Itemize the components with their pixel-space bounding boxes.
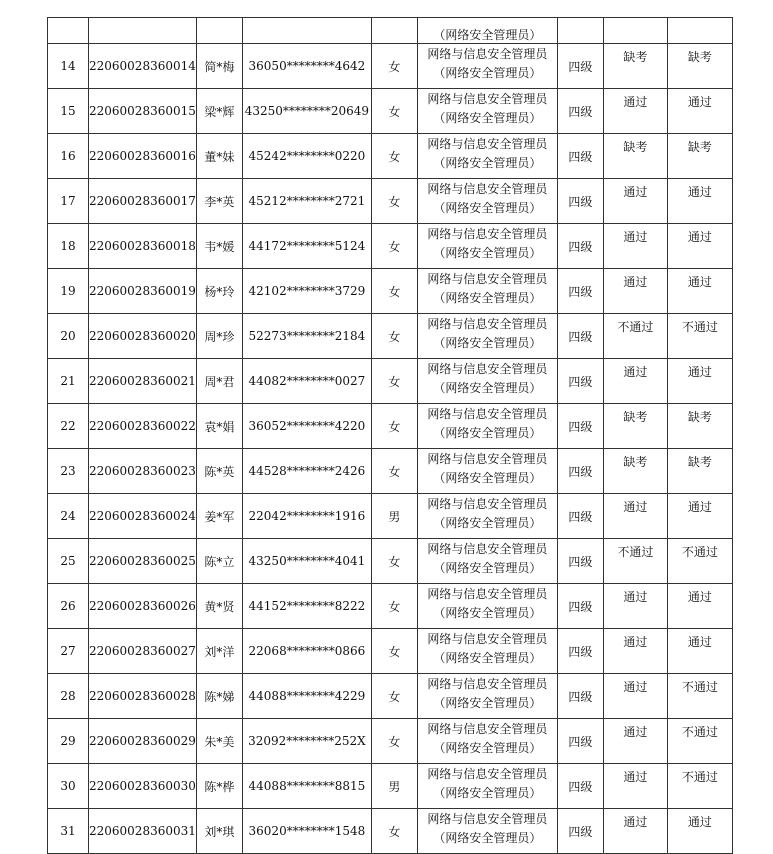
cell-ticket-number: 22060028360029 — [89, 719, 197, 764]
cell-name: 周*珍 — [196, 314, 242, 359]
cell-id-number: 44088********8815 — [242, 764, 371, 809]
table-row — [48, 449, 733, 494]
cell-ticket-number: 22060028360019 — [89, 269, 197, 314]
cell-number: 20 — [48, 314, 89, 359]
cell-skill-result: 通过 — [667, 629, 732, 674]
cell-skill-result: 通过 — [667, 89, 732, 134]
occupation-line1: 网络与信息安全管理员 — [427, 47, 548, 61]
cell-skill-result: 不通过 — [667, 764, 732, 809]
cell-gender: 女 — [371, 539, 417, 584]
cell-ticket-number: 22060028360015 — [89, 89, 197, 134]
cell-skill-result: 缺考 — [667, 44, 732, 89]
cell-number: 26 — [48, 584, 89, 629]
cell-name: 朱*美 — [196, 719, 242, 764]
cell-theory-result: 不通过 — [603, 314, 667, 359]
cell-number: 25 — [48, 539, 89, 584]
cell-id-number: 44082********0027 — [242, 359, 371, 404]
cell-id-number: 45242********0220 — [242, 134, 371, 179]
cell-empty — [667, 18, 732, 44]
occupation-line1: 网络与信息安全管理员 — [427, 362, 548, 376]
cell-theory-result: 通过 — [603, 674, 667, 719]
cell-name: 刘*琪 — [196, 809, 242, 854]
occupation-line2: （网络安全管理员） — [433, 111, 542, 125]
cell-level: 四级 — [557, 89, 603, 134]
cell-name: 袁*娟 — [196, 404, 242, 449]
occupation-line2: （网络安全管理员） — [433, 471, 542, 485]
occupation-line1: 网络与信息安全管理员 — [427, 452, 548, 466]
occupation-line1: 网络与信息安全管理员 — [427, 137, 548, 151]
cell-id-number: 44088********4229 — [242, 674, 371, 719]
cell-gender: 女 — [371, 674, 417, 719]
cell-ticket-number: 22060028360023 — [89, 449, 197, 494]
occupation-line1: 网络与信息安全管理员 — [427, 407, 548, 421]
cell-skill-result: 通过 — [667, 269, 732, 314]
occupation-line2: （网络安全管理员） — [433, 651, 542, 665]
cell-ticket-number: 22060028360017 — [89, 179, 197, 224]
cell-theory-result: 通过 — [603, 89, 667, 134]
cell-level: 四级 — [557, 584, 603, 629]
cell-number: 16 — [48, 134, 89, 179]
table-body — [48, 18, 733, 854]
cell-gender: 女 — [371, 629, 417, 674]
cell-name: 陈*桦 — [196, 764, 242, 809]
cell-ticket-number: 22060028360026 — [89, 584, 197, 629]
cell-skill-result: 缺考 — [667, 404, 732, 449]
cell-gender: 女 — [371, 314, 417, 359]
cell-id-number: 43250********4041 — [242, 539, 371, 584]
cell-number: 31 — [48, 809, 89, 854]
cell-skill-result: 通过 — [667, 179, 732, 224]
cell-skill-result: 缺考 — [667, 134, 732, 179]
cell-ticket-number: 22060028360031 — [89, 809, 197, 854]
occupation-line1: 网络与信息安全管理员 — [427, 272, 548, 286]
cell-gender: 女 — [371, 719, 417, 764]
cell-number: 17 — [48, 179, 89, 224]
exam-results-table — [47, 17, 733, 854]
cell-id-number: 44528********2426 — [242, 449, 371, 494]
cell-id-number: 45212********2721 — [242, 179, 371, 224]
cell-number: 14 — [48, 44, 89, 89]
cell-number: 24 — [48, 494, 89, 539]
cell-level: 四级 — [557, 539, 603, 584]
cell-number: 19 — [48, 269, 89, 314]
cell-gender: 女 — [371, 404, 417, 449]
cell-occupation — [417, 764, 557, 809]
cell-skill-result: 不通过 — [667, 719, 732, 764]
cell-empty — [557, 18, 603, 44]
cell-level: 四级 — [557, 674, 603, 719]
cell-gender: 女 — [371, 89, 417, 134]
cell-theory-result: 通过 — [603, 629, 667, 674]
cell-empty — [371, 18, 417, 44]
cell-level: 四级 — [557, 764, 603, 809]
cell-theory-result: 通过 — [603, 584, 667, 629]
cell-number: 23 — [48, 449, 89, 494]
table-row — [48, 179, 733, 224]
cell-level: 四级 — [557, 449, 603, 494]
cell-theory-result: 通过 — [603, 764, 667, 809]
cell-occupation — [417, 269, 557, 314]
cell-name: 陈*立 — [196, 539, 242, 584]
cell-skill-result: 不通过 — [667, 314, 732, 359]
occupation-line1: 网络与信息安全管理员 — [427, 227, 548, 241]
cell-skill-result: 缺考 — [667, 449, 732, 494]
cell-gender: 女 — [371, 134, 417, 179]
occupation-line1: 网络与信息安全管理员 — [427, 497, 548, 511]
occupation-line2: （网络安全管理员） — [433, 291, 542, 305]
cell-ticket-number: 22060028360016 — [89, 134, 197, 179]
table-row — [48, 89, 733, 134]
cell-gender: 女 — [371, 179, 417, 224]
table-row — [48, 674, 733, 719]
cell-id-number: 52273********2184 — [242, 314, 371, 359]
table-row — [48, 359, 733, 404]
cell-theory-result: 通过 — [603, 269, 667, 314]
cell-number: 22 — [48, 404, 89, 449]
cell-level: 四级 — [557, 269, 603, 314]
occupation-line2: （网络安全管理员） — [433, 336, 542, 350]
cell-name: 黄*贤 — [196, 584, 242, 629]
cell-theory-result: 缺考 — [603, 449, 667, 494]
cell-name: 刘*洋 — [196, 629, 242, 674]
occupation-line1: 网络与信息安全管理员 — [427, 92, 548, 106]
cell-occupation — [417, 809, 557, 854]
cell-ticket-number: 22060028360030 — [89, 764, 197, 809]
cell-gender: 女 — [371, 809, 417, 854]
cell-gender: 女 — [371, 449, 417, 494]
cell-occupation-continued: （网络安全管理员） — [417, 18, 557, 44]
table-row — [48, 584, 733, 629]
cell-occupation — [417, 584, 557, 629]
cell-occupation — [417, 494, 557, 539]
occupation-line2: （网络安全管理员） — [433, 246, 542, 260]
cell-number: 29 — [48, 719, 89, 764]
cell-ticket-number: 22060028360027 — [89, 629, 197, 674]
occupation-line1: 网络与信息安全管理员 — [427, 812, 548, 826]
occupation-line1: 网络与信息安全管理员 — [427, 722, 548, 736]
table-row — [48, 719, 733, 764]
cell-name: 周*君 — [196, 359, 242, 404]
cell-occupation — [417, 404, 557, 449]
cell-theory-result: 通过 — [603, 494, 667, 539]
cell-ticket-number: 22060028360018 — [89, 224, 197, 269]
cell-gender: 男 — [371, 494, 417, 539]
occupation-line2: （网络安全管理员） — [433, 66, 542, 80]
cell-level: 四级 — [557, 134, 603, 179]
cell-level: 四级 — [557, 809, 603, 854]
cell-id-number: 42102********3729 — [242, 269, 371, 314]
cell-empty — [89, 18, 197, 44]
cell-id-number: 44152********8222 — [242, 584, 371, 629]
cell-gender: 女 — [371, 44, 417, 89]
occupation-line1: 网络与信息安全管理员 — [427, 767, 548, 781]
cell-theory-result: 缺考 — [603, 404, 667, 449]
cell-id-number: 32092********252X — [242, 719, 371, 764]
cell-ticket-number: 22060028360025 — [89, 539, 197, 584]
cell-id-number: 43250********20649 — [242, 89, 371, 134]
cell-number: 30 — [48, 764, 89, 809]
cell-name: 董*妹 — [196, 134, 242, 179]
cell-gender: 女 — [371, 224, 417, 269]
cell-number: 18 — [48, 224, 89, 269]
cell-skill-result: 通过 — [667, 494, 732, 539]
cell-level: 四级 — [557, 44, 603, 89]
cell-theory-result: 通过 — [603, 719, 667, 764]
cell-number: 28 — [48, 674, 89, 719]
cell-name: 韦*媛 — [196, 224, 242, 269]
occupation-line1: 网络与信息安全管理员 — [427, 632, 548, 646]
occupation-line2: （网络安全管理员） — [433, 201, 542, 215]
cell-ticket-number: 22060028360021 — [89, 359, 197, 404]
cell-level: 四级 — [557, 404, 603, 449]
cell-occupation — [417, 314, 557, 359]
cell-level: 四级 — [557, 179, 603, 224]
cell-number: 21 — [48, 359, 89, 404]
cell-id-number: 36052********4220 — [242, 404, 371, 449]
table-row — [48, 314, 733, 359]
cell-theory-result: 通过 — [603, 179, 667, 224]
cell-occupation — [417, 359, 557, 404]
cell-name: 李*英 — [196, 179, 242, 224]
cell-level: 四级 — [557, 494, 603, 539]
cell-skill-result: 通过 — [667, 584, 732, 629]
cell-occupation — [417, 134, 557, 179]
cell-number: 27 — [48, 629, 89, 674]
cell-level: 四级 — [557, 359, 603, 404]
occupation-line1: 网络与信息安全管理员 — [427, 317, 548, 331]
table-row — [48, 764, 733, 809]
occupation-line2: （网络安全管理员） — [433, 516, 542, 530]
table-row — [48, 494, 733, 539]
cell-gender: 男 — [371, 764, 417, 809]
occupation-line2: （网络安全管理员） — [433, 561, 542, 575]
results-table-page — [47, 17, 733, 854]
cell-name: 陈*英 — [196, 449, 242, 494]
occupation-line2: （网络安全管理员） — [433, 426, 542, 440]
cell-theory-result: 通过 — [603, 224, 667, 269]
occupation-line2: （网络安全管理员） — [433, 156, 542, 170]
occupation-line2: （网络安全管理员） — [433, 606, 542, 620]
cell-level: 四级 — [557, 719, 603, 764]
cell-name: 姜*军 — [196, 494, 242, 539]
cell-level: 四级 — [557, 224, 603, 269]
cell-name: 简*梅 — [196, 44, 242, 89]
cell-occupation — [417, 449, 557, 494]
cell-theory-result: 缺考 — [603, 134, 667, 179]
cell-occupation — [417, 224, 557, 269]
cell-id-number: 36050********4642 — [242, 44, 371, 89]
cell-theory-result: 通过 — [603, 359, 667, 404]
table-row — [48, 269, 733, 314]
cell-empty — [242, 18, 371, 44]
occupation-line2: （网络安全管理员） — [433, 786, 542, 800]
cell-occupation — [417, 44, 557, 89]
cell-occupation — [417, 674, 557, 719]
table-row — [48, 629, 733, 674]
table-row-continued — [48, 18, 733, 44]
cell-skill-result: 通过 — [667, 224, 732, 269]
occupation-line2: （网络安全管理员） — [433, 741, 542, 755]
table-row — [48, 134, 733, 179]
table-row — [48, 539, 733, 584]
cell-ticket-number: 22060028360028 — [89, 674, 197, 719]
cell-gender: 女 — [371, 584, 417, 629]
table-row — [48, 404, 733, 449]
cell-name: 陈*娣 — [196, 674, 242, 719]
cell-skill-result: 不通过 — [667, 674, 732, 719]
cell-skill-result: 通过 — [667, 809, 732, 854]
cell-id-number: 44172********5124 — [242, 224, 371, 269]
occupation-line1: 网络与信息安全管理员 — [427, 182, 548, 196]
cell-ticket-number: 22060028360024 — [89, 494, 197, 539]
cell-skill-result: 通过 — [667, 359, 732, 404]
table-row — [48, 224, 733, 269]
table-row — [48, 809, 733, 854]
cell-empty — [603, 18, 667, 44]
cell-id-number: 22042********1916 — [242, 494, 371, 539]
cell-occupation — [417, 629, 557, 674]
cell-name: 梁*辉 — [196, 89, 242, 134]
occupation-line2: （网络安全管理员） — [433, 696, 542, 710]
table-row — [48, 44, 733, 89]
cell-theory-result: 通过 — [603, 809, 667, 854]
cell-occupation — [417, 179, 557, 224]
occupation-line1: 网络与信息安全管理员 — [427, 542, 548, 556]
occupation-line2: （网络安全管理员） — [433, 831, 542, 845]
occupation-line1: 网络与信息安全管理员 — [427, 677, 548, 691]
occupation-line2: （网络安全管理员） — [433, 381, 542, 395]
cell-occupation — [417, 89, 557, 134]
cell-occupation — [417, 539, 557, 584]
cell-ticket-number: 22060028360020 — [89, 314, 197, 359]
cell-theory-result: 不通过 — [603, 539, 667, 584]
cell-id-number: 22068********0866 — [242, 629, 371, 674]
occupation-line1: 网络与信息安全管理员 — [427, 587, 548, 601]
cell-theory-result: 缺考 — [603, 44, 667, 89]
cell-ticket-number: 22060028360022 — [89, 404, 197, 449]
cell-level: 四级 — [557, 314, 603, 359]
cell-ticket-number: 22060028360014 — [89, 44, 197, 89]
cell-skill-result: 不通过 — [667, 539, 732, 584]
cell-occupation — [417, 719, 557, 764]
cell-level: 四级 — [557, 629, 603, 674]
cell-empty — [48, 18, 89, 44]
cell-id-number: 36020********1548 — [242, 809, 371, 854]
cell-number: 15 — [48, 89, 89, 134]
cell-empty — [196, 18, 242, 44]
cell-gender: 女 — [371, 359, 417, 404]
cell-name: 杨*玲 — [196, 269, 242, 314]
cell-gender: 女 — [371, 269, 417, 314]
